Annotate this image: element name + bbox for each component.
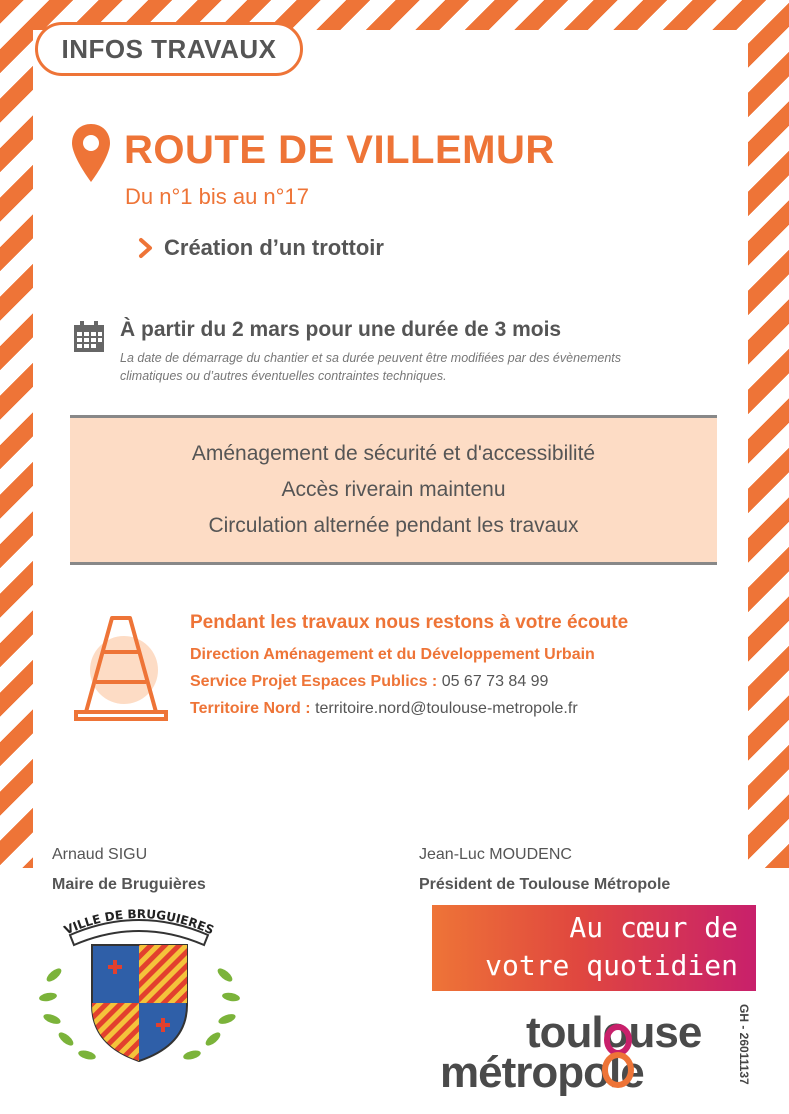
signatory-right <box>419 846 670 894</box>
street-number-range: Du n°1 bis au n°17 <box>125 184 309 209</box>
info-line-safety: Aménagement de sécurité et d'accessibilité <box>191 442 596 465</box>
signatory-right-title: Président de Toulouse Métropole <box>419 876 671 893</box>
phone-number[interactable]: 05 67 73 84 99 <box>441 673 549 690</box>
document-code: GH - 26011137 <box>737 1004 751 1085</box>
contact-service <box>190 673 628 691</box>
logo-word-toulouse: toulouse <box>526 1008 702 1057</box>
signatory-left-title: Maire de Bruguières <box>52 876 206 893</box>
toulouse-metropole-logo <box>440 1008 740 1098</box>
territory-label: Territoire Nord : <box>190 700 311 717</box>
work-text: Création d’un trottoir <box>164 235 384 260</box>
info-line-traffic: Circulation alternée pendant les travaux <box>208 514 579 537</box>
bruguieres-crest-logo <box>32 905 247 1065</box>
street-title: ROUTE DE VILLEMUR <box>124 128 555 172</box>
schedule-note: La date de démarrage du chantier et sa durée peuvent être modifiées par des évènements climatiques ou d’autres éventuelles contraintes techniques. <box>120 351 622 383</box>
slogan-line-2: votre quotidien <box>485 949 738 982</box>
contact-title: Pendant les travaux nous restons à votre écoute <box>190 612 629 633</box>
calendar-icon <box>72 320 106 354</box>
slogan-line-1: Au cœur de <box>569 911 738 944</box>
schedule-headline: À partir du 2 mars pour une durée de 3 mois <box>120 318 562 341</box>
logo-eight-mark <box>600 1020 636 1090</box>
contact-territory <box>190 700 628 718</box>
contact-direction: Direction Aménagement et du Développement Urbain <box>190 646 595 663</box>
info-line-access: Accès riverain maintenu <box>281 478 506 501</box>
info-travaux-badge: INFOS TRAVAUX <box>35 22 303 76</box>
logo-word-metropole: métropole <box>440 1048 644 1097</box>
signatory-left-name: Arnaud SIGU <box>52 846 148 863</box>
map-pin-icon <box>70 122 112 184</box>
email-link[interactable]: territoire.nord@toulouse-metropole.fr <box>315 700 578 717</box>
info-box <box>70 415 717 565</box>
service-label: Service Projet Espaces Publics : <box>190 673 438 690</box>
traffic-cone-icon <box>72 612 170 722</box>
work-description <box>138 235 384 261</box>
slogan-banner <box>432 905 756 991</box>
contact-block <box>190 612 628 727</box>
signatory-left <box>52 846 206 894</box>
svg-text:VILLE DE BRUGUIERES: VILLE DE BRUGUIERES <box>61 906 217 938</box>
chevron-right-icon <box>138 237 154 259</box>
signatory-right-name: Jean-Luc MOUDENC <box>419 846 572 863</box>
